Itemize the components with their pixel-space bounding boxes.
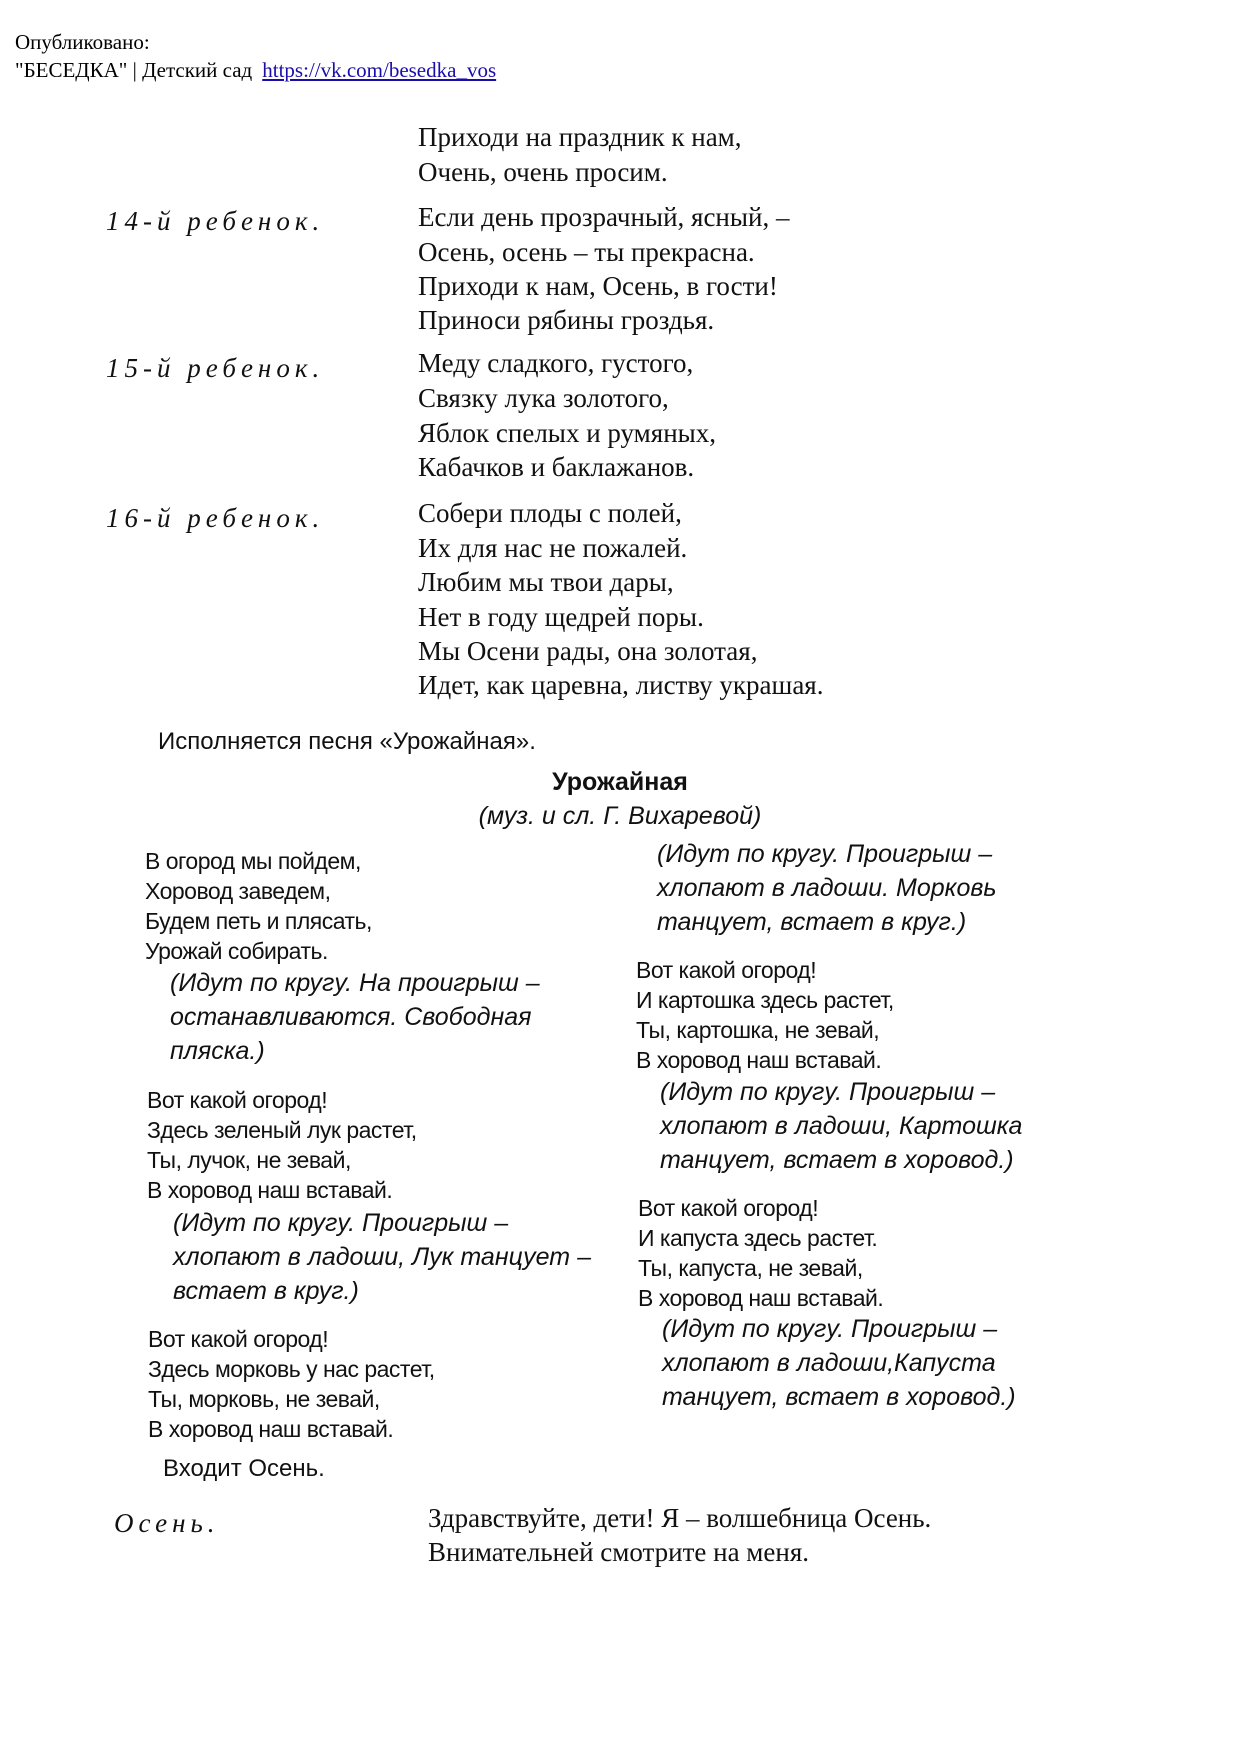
- lyric-line: Ты, капуста, не зевай,: [638, 1255, 863, 1281]
- lyric-line: Ты, лучок, не зевай,: [147, 1147, 351, 1173]
- source-label: "БЕСЕДКА" | Детский сад: [15, 58, 253, 82]
- source-link[interactable]: https://vk.com/besedka_vos: [262, 58, 497, 82]
- stage-direction: [660, 1075, 1022, 1177]
- verse-line: Кабачков и баклажанов.: [418, 452, 695, 482]
- verse-line: Их для нас не пожалей.: [418, 533, 688, 563]
- song-title: Урожайная: [552, 768, 688, 796]
- autumn-line: Внимательней смотрите на меня.: [428, 1537, 809, 1567]
- stage-direction: [657, 837, 997, 939]
- direction-line: танцует, встает в хоровод.): [660, 1146, 1014, 1174]
- lyric-line: Ты, морковь, не зевай,: [148, 1386, 380, 1412]
- source-line: [15, 56, 496, 84]
- song-stanza: [148, 1324, 435, 1444]
- stage-direction: [170, 966, 540, 1068]
- lyric-line: Вот какой огород!: [148, 1326, 329, 1352]
- verse-line: Любим мы твои дары,: [418, 567, 674, 597]
- verse-line: Идет, как царевна, листву украшая.: [418, 670, 824, 700]
- direction-line: (Идут по кругу. Проигрыш –: [662, 1315, 998, 1343]
- lyric-line: Будем петь и плясать,: [145, 908, 372, 934]
- direction-line: хлопают в ладоши, Лук танцует –: [173, 1243, 591, 1271]
- verse-line: Нет в году щедрей поры.: [418, 602, 704, 632]
- stage-direction: [662, 1312, 1016, 1414]
- verse-line: Меду сладкого, густого,: [418, 348, 694, 378]
- speaker-child-15: 15-й ребенок.: [106, 353, 325, 383]
- direction-line: останавливаются. Свободная: [170, 1003, 532, 1031]
- published-label: Опубликовано:: [15, 30, 150, 54]
- enter-direction: Входит Осень.: [163, 1455, 325, 1482]
- direction-line: хлопают в ладоши. Морковь: [657, 874, 997, 902]
- publication-header: [15, 28, 496, 84]
- direction-line: (Идут по кругу. На проигрыш –: [170, 969, 540, 997]
- speaker-child-14: 14-й ребенок.: [106, 206, 325, 236]
- direction-line: встает в круг.): [173, 1277, 359, 1305]
- lyric-line: Вот какой огород!: [636, 957, 817, 983]
- verse-line: Связку лука золотого,: [418, 383, 669, 413]
- direction-line: танцует, встает в круг.): [657, 908, 967, 936]
- lyric-line: Здесь зеленый лук растет,: [147, 1117, 417, 1143]
- lyric-line: Здесь морковь у нас растет,: [148, 1356, 435, 1382]
- direction-line: (Идут по кругу. Проигрыш –: [657, 840, 993, 868]
- direction-line: хлопают в ладоши,Капуста: [662, 1349, 996, 1377]
- verse-line: Собери плоды с полей,: [418, 498, 682, 528]
- lyric-line: В хоровод наш вставай.: [638, 1285, 884, 1311]
- lyric-line: И капуста здесь растет.: [638, 1225, 878, 1251]
- opening-line: Очень, очень просим.: [418, 157, 668, 187]
- direction-line: (Идут по кругу. Проигрыш –: [173, 1209, 509, 1237]
- lyric-line: В хоровод наш вставай.: [147, 1177, 393, 1203]
- speaker-child-16: 16-й ребенок.: [106, 503, 325, 533]
- verse-line: Мы Осени рады, она золотая,: [418, 636, 758, 666]
- song-stanza: [147, 1085, 417, 1205]
- direction-line: пляска.): [170, 1037, 265, 1065]
- stage-direction: [173, 1206, 591, 1308]
- lyric-line: В хоровод наш вставай.: [636, 1047, 882, 1073]
- speaker-autumn: Осень.: [114, 1508, 220, 1538]
- lyric-line: Урожай собирать.: [145, 938, 328, 964]
- opening-line: Приходи на праздник к нам,: [418, 122, 742, 152]
- song-stanza: [636, 955, 894, 1075]
- lyric-line: Ты, картошка, не зевай,: [636, 1017, 880, 1043]
- lyric-line: Вот какой огород!: [638, 1195, 819, 1221]
- song-stanza: [145, 846, 372, 966]
- direction-line: хлопают в ладоши, Картошка: [660, 1112, 1023, 1140]
- lyric-line: Вот какой огород!: [147, 1087, 328, 1113]
- lyric-line: В хоровод наш вставай.: [148, 1416, 394, 1442]
- verse-line: Яблок спелых и румяных,: [418, 418, 717, 448]
- song-intro: Исполняется песня «Урожайная».: [158, 728, 536, 755]
- direction-line: (Идут по кругу. Проигрыш –: [660, 1078, 996, 1106]
- autumn-line: Здравствуйте, дети! Я – волшебница Осень.: [428, 1503, 932, 1533]
- lyric-line: Хоровод заведем,: [145, 878, 331, 904]
- song-stanza: [638, 1193, 883, 1313]
- verse-line: Приходи к нам, Осень, в гости!: [418, 271, 778, 301]
- verse-line: Если день прозрачный, ясный, –: [418, 202, 790, 232]
- verse-line: Приноси рябины гроздья.: [418, 305, 715, 335]
- lyric-line: В огород мы пойдем,: [145, 848, 361, 874]
- verse-line: Осень, осень – ты прекрасна.: [418, 237, 755, 267]
- song-author: (муз. и сл. Г. Вихаревой): [478, 802, 762, 830]
- lyric-line: И картошка здесь растет,: [636, 987, 894, 1013]
- direction-line: танцует, встает в хоровод.): [662, 1383, 1016, 1411]
